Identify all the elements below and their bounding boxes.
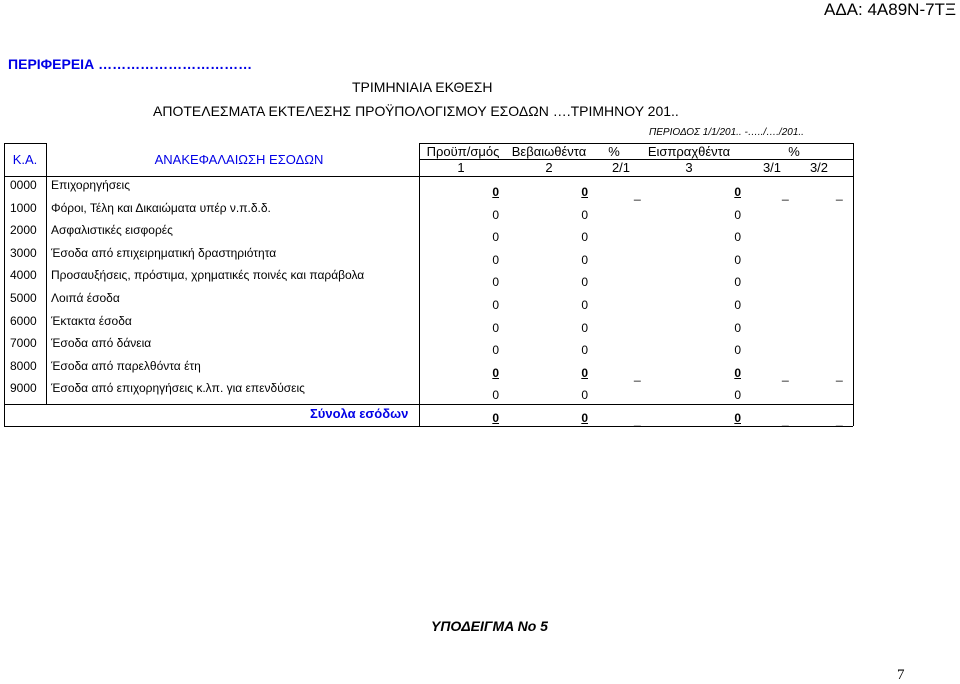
row-confirmed: 0: [581, 252, 588, 267]
header-col-2-1: 2/1: [611, 160, 631, 175]
row-collected: 0: [734, 298, 741, 312]
data-area-left-border: [419, 143, 420, 426]
row-collected: 0: [734, 320, 741, 335]
code-column-divider: [46, 143, 47, 404]
row-label: Ασφαλιστικές εισφορές: [51, 223, 173, 238]
ada-label: ΑΔΑ: 4Α89Ν-7ΤΞ: [823, 0, 956, 19]
row-confirmed: 0: [581, 343, 588, 358]
page-number: 7: [897, 667, 905, 683]
row-label: Έσοδα από επιχειρηματική δραστηριότητα: [51, 245, 277, 260]
row-label: Έσοδα από παρελθόντα έτη: [51, 358, 201, 373]
table-border-right: [853, 143, 854, 426]
header-pct2: %: [788, 144, 800, 159]
period-label: ΠΕΡΙΟΔΟΣ 1/1/201.. -…../…./201..: [649, 127, 804, 138]
row-blank-2: _: [836, 187, 843, 201]
table-border-top-left: [4, 143, 46, 144]
row-code: 1000: [10, 200, 37, 215]
row-collected: 0: [734, 343, 741, 358]
header-collected: Εισπραχθέντα: [647, 144, 731, 159]
header-col-1: 1: [457, 160, 465, 175]
row-confirmed: 0: [581, 320, 588, 335]
row-blank-2: _: [836, 367, 843, 382]
row-collected: 0: [734, 185, 741, 199]
revenue-summary-table: [4, 143, 853, 426]
row-label: Προσαυξήσεις, πρόστιμα, χρηματικές ποινές και παράβολα: [51, 268, 365, 283]
row-confirmed: 0: [581, 230, 588, 245]
row-collected: 0: [734, 252, 741, 267]
row-collected: 0: [734, 275, 741, 290]
row-label: Έκτακτα έσοδα: [51, 313, 132, 328]
row-budget: 0: [492, 252, 499, 267]
totals-collected: 0: [734, 411, 741, 425]
row-confirmed: 0: [581, 365, 588, 380]
row-code: 5000: [10, 291, 37, 305]
row-blank-1: _: [782, 187, 789, 201]
header-confirmed: Βεβαιωθέντα: [511, 144, 587, 159]
row-budget: 0: [492, 298, 499, 312]
row-code: 2000: [10, 223, 37, 238]
header-bottom-border: [4, 176, 853, 177]
row-code: 0000: [10, 178, 37, 192]
row-collected: 0: [734, 207, 741, 222]
row-blank-1: _: [782, 367, 789, 382]
row-budget: 0: [492, 207, 499, 222]
row-label: Φόροι, Τέλη και Δικαιώματα υπέρ ν.π.δ.δ.: [51, 200, 271, 215]
totals-label: Σύνολα εσόδων: [310, 406, 409, 421]
header-code: Κ.Α.: [12, 152, 38, 167]
totals-top-border: [4, 404, 853, 405]
row-collected: 0: [734, 365, 741, 380]
totals-budget: 0: [492, 411, 499, 425]
row-budget: 0: [492, 365, 499, 380]
row-budget: 0: [492, 185, 499, 199]
header-col-3-2: 3/2: [809, 160, 829, 175]
header-category: ΑΝΑΚΕΦΑΛΑΙΩΣΗ ΕΣΟΔΩΝ: [154, 152, 324, 167]
row-label: Λοιπά έσοδα: [51, 291, 120, 305]
totals-pct31-blank: _: [782, 413, 789, 427]
row-confirmed: 0: [581, 207, 588, 222]
row-label: Έσοδα από δάνεια: [51, 336, 152, 351]
template-label: ΥΠΟΔΕΙΓΜΑ Νο 5: [431, 618, 548, 634]
header-col-3: 3: [685, 160, 693, 175]
header-col-2: 2: [545, 160, 553, 175]
totals-pct32-blank: _: [836, 413, 843, 427]
row-budget: 0: [492, 230, 499, 245]
row-code: 9000: [10, 381, 37, 396]
row-blank-0: _: [634, 187, 641, 201]
row-collected: 0: [734, 388, 741, 403]
totals-confirmed: 0: [581, 411, 588, 425]
header-pct1: %: [608, 144, 620, 159]
row-collected: 0: [734, 230, 741, 245]
row-blank-0: _: [634, 367, 641, 382]
report-subtitle: ΑΠΟΤΕΛΕΣΜΑΤΑ ΕΚΤΕΛΕΣΗΣ ΠΡΟΫΠΟΛΟΓΙΣΜΟΥ ΕΣΟΔΩΝ ….ΤΡΙΜΗΝΟΥ 201..: [153, 103, 679, 119]
table-border-left: [4, 143, 5, 426]
row-confirmed: 0: [581, 298, 588, 312]
totals-pct1-blank: _: [634, 413, 641, 427]
header-budget: Προϋπ/σμός: [426, 144, 500, 159]
row-label: Επιχορηγήσεις: [51, 178, 130, 192]
row-code: 4000: [10, 268, 37, 283]
row-budget: 0: [492, 275, 499, 290]
row-confirmed: 0: [581, 275, 588, 290]
row-budget: 0: [492, 320, 499, 335]
row-budget: 0: [492, 343, 499, 358]
row-code: 3000: [10, 245, 37, 260]
row-label: Έσοδα από επιχορηγήσεις κ.λπ. για επενδύσεις: [51, 381, 305, 396]
row-code: 8000: [10, 358, 37, 373]
row-code: 7000: [10, 336, 37, 351]
row-confirmed: 0: [581, 388, 588, 403]
row-budget: 0: [492, 388, 499, 403]
row-code: 6000: [10, 313, 37, 328]
region-heading: ΠΕΡΙΦΕΡΕΙΑ ……………………………: [8, 56, 253, 72]
header-col-3-1: 3/1: [762, 160, 782, 175]
row-confirmed: 0: [581, 185, 588, 199]
table-border-bottom: [4, 426, 853, 427]
report-title: ΤΡΙΜΗΝΙΑΙΑ ΕΚΘΕΣΗ: [352, 79, 493, 95]
